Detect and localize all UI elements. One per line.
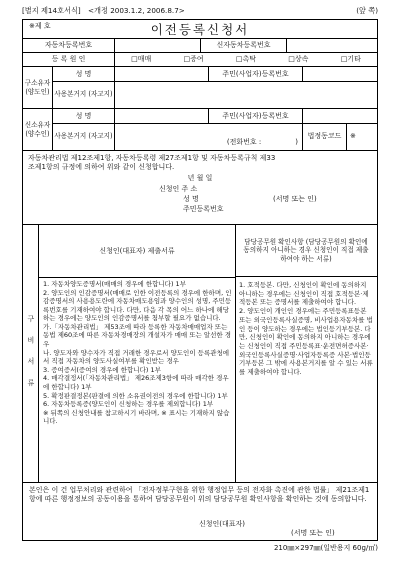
application-date: 년 월 일 [187,174,213,182]
transferee-id-label: 주민(사업자)등록번호 [209,109,303,123]
transferor-address-label: 사용본거지 (자고지) [53,81,115,108]
cause-option-sale[interactable]: □매매 [131,55,152,64]
transferee-label: 신소유자 (양수인) [24,121,51,138]
transferee-address-field[interactable]: (전화번호 : ) [115,123,303,150]
applicant-documents-list [43,280,232,426]
list-item: 1. 호적등본. 다만, 신청인이 확인에 동의하지 아니하는 경우에는 신청인이 직접 호적등본·제적등본 또는 증명서를 제출하여야 합니다. [239,281,369,307]
registration-cause-options [115,53,377,66]
form-number: [별지 제14호서식] [22,6,81,15]
transferor-label: 구소유자 (양도인) [24,79,51,96]
transferor-address-field[interactable] [115,81,377,108]
list-item: 나. 양도자와 양수자가 직접 거래한 경우로서 양도인이 등록관청에서 직접 자동차의 양도사실여부를 확인받는 경우 [43,348,230,366]
page-title: 이전등록신청서 [150,22,250,37]
title-row [23,20,377,39]
cause-option-gift[interactable]: □증여 [183,55,204,64]
legal-dong-code-field[interactable]: ※ [350,132,356,141]
official-check-title: 담당공무원 확인사항 (담당공무원의 확인에 동의하지 아니하는 경우 신청인이 직접 제출하여야 하는 서류) [235,225,377,277]
consent-signer-label: 신청인(대표자) [199,520,246,528]
consent-text: 본인은 이 건 업무처리와 관련하여 「전자정부구현을 위한 행정업무 등의 전자화 촉진에 관한 법률」 제21조제1항에 따른 행정정보의 공동이용을 통하여 담당공무원이 위의 담당공무원 확인사항을 확인하는 것에 동의합니다. [29,486,370,504]
form-header [22,6,378,18]
receipt-number-label: ※제 호 [29,22,51,30]
list-item: ※ 뒤쪽의 신청안내를 참고하시기 바라며, ※ 표시는 기재하지 않습니다. [43,408,230,426]
transferor-id-label: 주민(사업자)등록번호 [209,67,303,81]
applicant-signature[interactable]: (서명 또는 인) [273,195,317,203]
applicant-documents-title: 신청인(대표자) 제출서류 [39,225,235,278]
documents-section [23,225,377,483]
transferor-id-field[interactable] [303,67,377,81]
list-item: 6. 자동차등록증(양도인이 신청하는 경우를 제외합니다) 1부 [43,400,214,409]
list-item: 가.「자동차관리법」 제53조에 따라 등록한 자동차매매업자 또는 동법 제60조에 따른 자동차경매장의 개설자가 매매 또는 알선한 경우 [43,322,232,349]
statement-line-1: 자동차관리법 제12조제1항, 자동차등록령 제27조제1항 및 자동차등록규칙 제33 [28,154,276,162]
list-item: 5. 확정판결정본(판결에 의한 소유권이전의 경우에 한합니다) 1부 [43,391,228,400]
documents-side-label: 구 비 서 류 [26,315,35,392]
transferor-section [23,67,377,109]
list-item: 4. 매각결정서(「자동차관리법」 제26조제3항에 따라 매각한 경우에 한합니다) 1부 [43,374,229,391]
car-number-row [23,39,377,53]
official-check-list [239,281,373,377]
legal-dong-code-label: 법정동코드 [303,123,347,150]
car-number-label: 자동차등록번호 [23,39,115,52]
statement-line-2: 조제1항의 규정에 의하여 위와 같이 신청합니다. [28,163,175,171]
applicant-name-label: 성 명 [183,195,199,203]
new-car-number-label: 신자동차등록번호 [201,39,287,52]
transferee-name-label: 성 명 [53,109,115,123]
cause-option-commission[interactable]: □촉탁 [235,55,257,64]
registration-cause-row [23,53,377,67]
list-item: 2. 양도인이 개인인 경우에는 주민등록표등본 또는 외국인등록사실증명, 비사업용자동차를 법인 등이 양도하는 경우에는 법인등기부등본. 다만, 신청인이 확인에 동의하지 아니하는 경우에는 신청인이 직접 주민등록표·운전면허증사본·외국인등록사실증명·사업자등록증 사본·법인등기부등본 그 밖에 사용본거지를 알 수 있는 서류를 제출하여야 합니다. [239,307,373,377]
transferee-name-field[interactable] [115,109,209,123]
cause-option-inheritance[interactable]: □상속 [288,55,309,64]
new-car-number-field[interactable] [287,39,377,52]
transferor-name-field[interactable] [115,67,209,81]
transferor-name-label: 성 명 [53,67,115,81]
transferee-id-field[interactable] [303,109,377,123]
list-item: 2. 양도인의 인감증명서(매매로 인한 이전등록의 경우에 한하며, 인감증명서의 사용용도란에 자동차매도용임과 양수인의 성명, 주민등록번호를 기재하여야 합니다. 다만, 다음 각 목의 어느 하나에 해당하는 경우에는 양도인의 인감증명서를 첨부할 필요가 없습니다. [43,288,232,323]
page-side: (앞 쪽) [356,6,378,15]
registration-cause-label: 등 록 원 인 [23,53,115,66]
car-number-field[interactable] [115,39,201,52]
transferee-section [23,109,377,151]
phone-label: (전화번호 : [226,138,262,147]
applicant-address-label: 신청인 주 소 [159,185,198,193]
cause-option-other[interactable]: □기타 [340,55,361,64]
list-item: 1. 자동차양도증명서(매매의 경우에 한합니다) 1부 [43,280,186,288]
transferee-address-label: 사용본거지 (자고지) [53,123,115,150]
paper-spec: 210㎜×297㎜(일반용지 60g/㎡) [273,544,378,552]
list-item: 3. 증여증서(증여의 경우에 한합니다) 1부 [43,365,161,374]
form-revision: <개정 2003.1.2, 2006.8.7> [88,6,185,15]
applicant-id-label: 주민등록번호 [183,205,224,213]
consent-section [23,483,377,540]
consent-signature[interactable]: (서명 또는 인) [291,529,335,537]
form-frame [22,19,378,541]
statement-section [23,151,377,225]
